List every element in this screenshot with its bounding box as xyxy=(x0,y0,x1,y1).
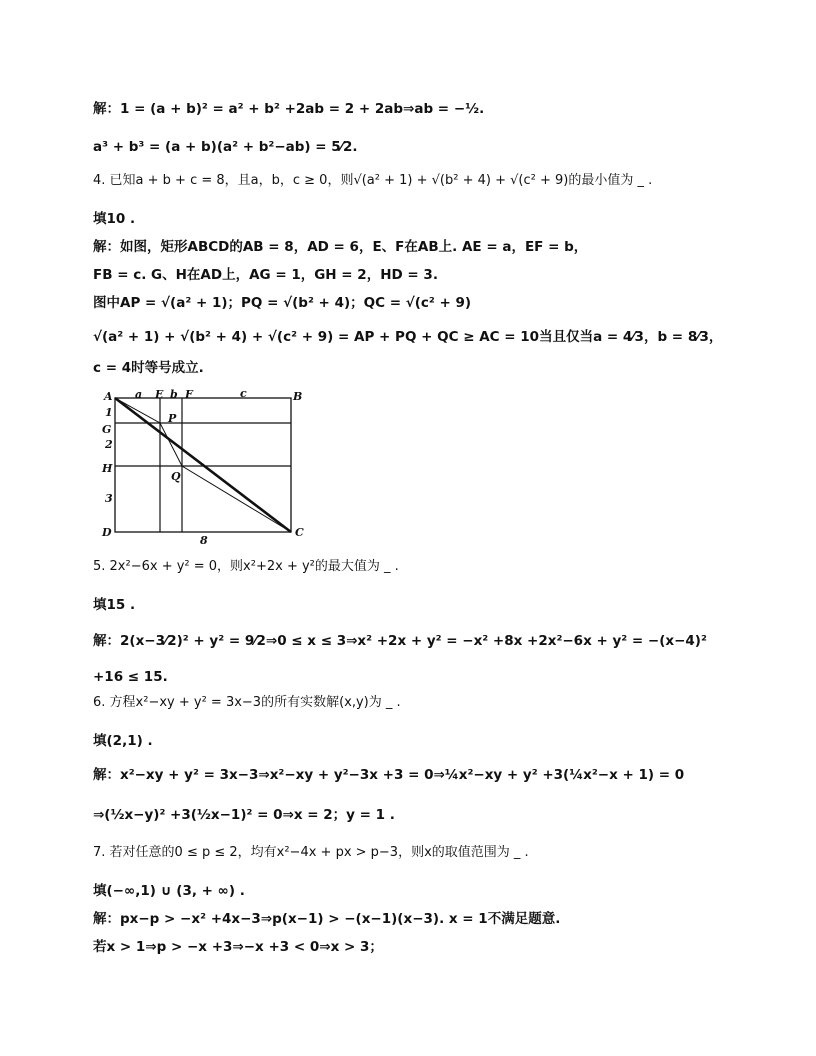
rectangle-figure xyxy=(100,386,310,546)
line-12: 解：2(x−3⁄2)² + y² = 9⁄2⇒0 ≤ x ≤ 3⇒x² +2x + y² = −x² +8x +2x²−6x + y² = −(x−4)² xyxy=(93,633,707,649)
line-9: c = 4时等号成立. xyxy=(93,360,204,376)
line-20: 解：px−p > −x² +4x−3⇒p(x−1) > −(x−1)(x−3). x = 1不满足题意. xyxy=(93,911,561,927)
question-4: 4. 已知a + b + c = 8，且a，b，c ≥ 0，则√(a² + 1) + √(b² + 4) + √(c² + 9)的最小值为 _ . xyxy=(93,173,653,188)
label-a: A xyxy=(104,390,113,403)
label-h: H xyxy=(102,462,113,475)
line-1: 解：1 = (a + b)² = a² + b² +2ab = 2 + 2ab⇒ab = −½. xyxy=(93,101,485,117)
answer-4: 填10 . xyxy=(93,211,136,227)
diagonal-ac xyxy=(115,398,291,532)
line-17: ⇒(½x−y)² +3(½x−1)² = 0⇒x = 2；y = 1 . xyxy=(93,807,395,823)
label-seg-8: 8 xyxy=(200,534,208,546)
line-6: FB = c. G、H在AD上，AG = 1，GH = 2，HD = 3. xyxy=(93,267,438,283)
question-6: 6. 方程x²−xy + y² = 3x−3的所有实数解(x,y)为 _ . xyxy=(93,695,401,710)
label-d: D xyxy=(102,526,112,539)
line-5: 解：如图，矩形ABCD的AB = 8，AD = 6，E、F在AB上. AE = a，EF = b， xyxy=(93,239,588,255)
label-seg-2: 2 xyxy=(105,438,113,451)
label-c: C xyxy=(295,526,304,539)
label-q: Q xyxy=(171,470,181,483)
line-21: 若x > 1⇒p > −x +3⇒−x +3 < 0⇒x > 3； xyxy=(93,939,383,955)
line-8: √(a² + 1) + √(b² + 4) + √(c² + 9) = AP + PQ + QC ≥ AC = 10当且仅当a = 4⁄3，b = 8⁄3， xyxy=(93,329,723,345)
question-7: 7. 若对任意的0 ≤ p ≤ 2，均有x²−4x + px > p−3，则x的取值范围为 _ . xyxy=(93,845,529,860)
label-f: F xyxy=(185,388,193,401)
answer-6: 填(2,1) . xyxy=(93,733,153,749)
label-p: P xyxy=(168,412,177,425)
label-seg-1: 1 xyxy=(105,406,113,419)
question-5: 5. 2x²−6x + y² = 0，则x²+2x + y²的最大值为 _ . xyxy=(93,559,399,574)
label-b: B xyxy=(293,390,303,403)
label-seg-a: a xyxy=(135,388,143,401)
label-seg-3: 3 xyxy=(105,492,113,505)
line-7: 图中AP = √(a² + 1)；PQ = √(b² + 4)；QC = √(c² + 9) xyxy=(93,295,472,311)
label-g: G xyxy=(102,423,112,436)
answer-5: 填15 . xyxy=(93,597,136,613)
answer-7: 填(−∞,1) ∪ (3, + ∞) . xyxy=(93,883,245,899)
label-seg-c: c xyxy=(240,387,247,400)
line-13: +16 ≤ 15. xyxy=(93,669,168,685)
line-2: a³ + b³ = (a + b)(a² + b²−ab) = 5⁄2. xyxy=(93,139,358,155)
label-seg-b: b xyxy=(170,388,178,401)
label-e: E xyxy=(155,388,164,401)
line-16: 解：x²−xy + y² = 3x−3⇒x²−xy + y²−3x +3 = 0⇒¼x²−xy + y² +3(¼x²−x + 1) = 0 xyxy=(93,767,685,783)
